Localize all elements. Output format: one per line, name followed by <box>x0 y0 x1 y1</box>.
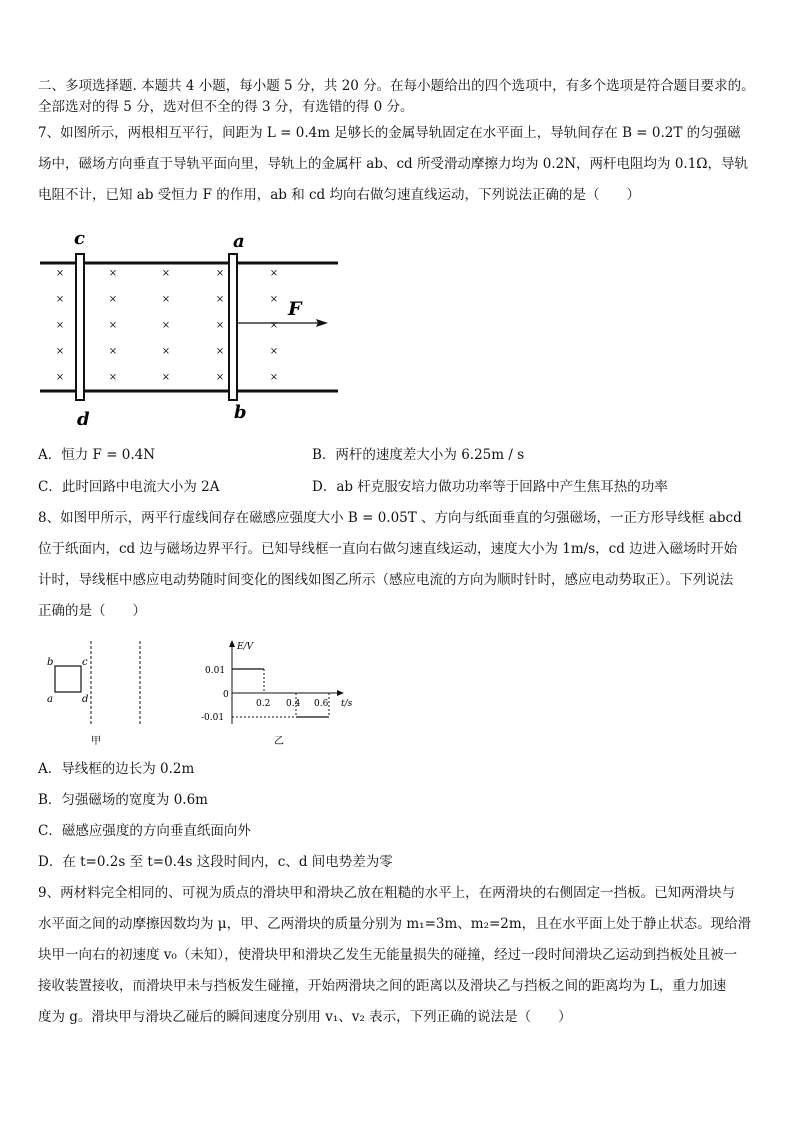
field-cross-mark: × <box>108 372 118 383</box>
q7-text-line1: 7、如图所示，两根相互平行，间距为 L = 0.4m 足够长的金属导轨固定在水平面上，导轨间存在 B = 0.2T 的匀强磁 <box>38 125 741 141</box>
yi-ypos-label: 0.01 <box>205 666 226 676</box>
field-cross-mark: × <box>108 346 118 357</box>
yi-t2: 0.4 <box>286 699 301 709</box>
field-cross-mark: × <box>55 372 65 383</box>
field-cross-mark: × <box>269 320 279 331</box>
q8-option-a[interactable]: A．导线框的边长为 0.2m <box>38 761 195 777</box>
field-cross-mark: × <box>161 372 171 383</box>
q7-option-a[interactable]: A．恒力 F = 0.4N <box>38 447 156 463</box>
section-heading-line2: 全部选对的得 5 分，选对但不全的得 3 分，有选错的得 0 分。 <box>38 99 414 115</box>
yi-t3: 0.6 <box>314 699 329 709</box>
q8-text-line1: 8、如图甲所示，两平行虚线间存在磁感应强度大小 B = 0.05T 、方向与纸面垂直的匀强磁场，一正方形导线框 abcd <box>38 510 742 526</box>
field-cross-mark: × <box>108 320 118 331</box>
field-cross-mark: × <box>215 320 225 331</box>
rod-ab <box>229 254 237 400</box>
field-cross-mark: × <box>55 320 65 331</box>
square-loop <box>55 666 81 692</box>
q8-text-line3: 计时，导线框中感应电动势随时间变化的图线如图乙所示（感应电流的方向为顺时针时，感应电动势取正）。下列说法 <box>38 572 734 588</box>
yi-origin: 0 <box>223 690 229 700</box>
q7-text-line3: 电阻不计，已知 ab 受恒力 F 的作用，ab 和 cd 均向右做匀速直线运动，下列说法正确的是（ ） <box>38 187 640 203</box>
q7-option-d[interactable]: D．ab 杆克服安培力做功功率等于回路中产生焦耳热的功率 <box>312 479 668 495</box>
label-d: d <box>77 409 90 430</box>
q9-text-line4: 接收装置接收，而滑块甲未与挡板发生碰撞，开始两滑块之间的距离以及滑块乙与挡板之间的距离均为 L，重力加速 <box>38 978 727 994</box>
rod-cd <box>76 254 84 400</box>
yi-t1: 0.2 <box>256 699 271 709</box>
magnetic-field-crosses <box>56 268 278 383</box>
field-cross-mark: × <box>161 294 171 305</box>
label-a: a <box>233 231 245 252</box>
field-cross-mark: × <box>108 294 118 305</box>
jia-label-d: d <box>82 694 89 705</box>
q9-text-line3: 块甲一向右的初速度 v₀（未知），使滑块甲和滑块乙发生无能量损失的碰撞，经过一段时间滑块乙运动到挡板处且被一 <box>38 947 738 963</box>
q8-text-line2: 位于纸面内，cd 边与磁场边界平行。已知导线框一直向右做匀速直线运动，速度大小为 1m/s，cd 边进入磁场时开始 <box>38 541 738 557</box>
q9-text-line1: 9、两材料完全相同的、可视为质点的滑块甲和滑块乙放在粗糙的水平上，在两滑块的右侧固定一挡板。已知两滑块与 <box>38 885 736 901</box>
yi-yneg-label: -0.01 <box>201 713 225 723</box>
field-cross-mark: × <box>108 268 118 279</box>
label-F: F <box>288 298 302 320</box>
yi-ylabel: E/V <box>237 642 254 652</box>
jia-caption: 甲 <box>91 736 101 747</box>
q8-figure-jia <box>40 636 160 748</box>
field-cross-mark: × <box>161 320 171 331</box>
yi-caption: 乙 <box>274 736 284 747</box>
q8-option-d[interactable]: D．在 t=0.2s 至 t=0.4s 这段时间内，c、d 间电势差为零 <box>38 854 393 870</box>
field-cross-mark: × <box>269 294 279 305</box>
q8-option-b[interactable]: B．匀强磁场的宽度为 0.6m <box>38 792 208 808</box>
field-cross-mark: × <box>215 294 225 305</box>
field-cross-mark: × <box>161 268 171 279</box>
field-cross-mark: × <box>269 372 279 383</box>
field-cross-mark: × <box>215 268 225 279</box>
q8-figure-yi <box>195 636 375 748</box>
field-cross-mark: × <box>269 346 279 357</box>
q8-option-c[interactable]: C．磁感应强度的方向垂直纸面向外 <box>38 823 251 839</box>
q7-text-line2: 场中，磁场方向垂直于导轨平面向里，导轨上的金属杆 ab、cd 所受滑动摩擦力均为 0.2N，两杆电阻均为 0.1Ω，导轨 <box>38 156 749 172</box>
jia-label-c: c <box>82 657 88 668</box>
q7-option-c[interactable]: C．此时回路中电流大小为 2A <box>38 479 220 495</box>
q9-text-line2: 水平面之间的动摩擦因数均为 μ，甲、乙两滑块的质量分别为 m₁=3m、m₂=2m，且在水平面上处于静止状态。现给滑 <box>38 916 752 932</box>
q7-option-b[interactable]: B．两杆的速度差大小为 6.25m / s <box>312 447 525 463</box>
label-b: b <box>234 402 247 423</box>
field-cross-mark: × <box>55 346 65 357</box>
label-c: c <box>74 228 85 249</box>
field-cross-mark: × <box>215 372 225 383</box>
q7-rails-figure <box>30 225 350 430</box>
yi-xlabel: t/s <box>341 699 353 709</box>
field-cross-mark: × <box>55 268 65 279</box>
q8-text-line4: 正确的是（ ） <box>38 603 146 619</box>
field-cross-mark: × <box>55 294 65 305</box>
field-cross-mark: × <box>161 346 171 357</box>
section-heading-line1: 二、多项选择题. 本题共 4 小题，每小题 5 分，共 20 分。在每小题给出的四个选项中，有多个选项是符合题目要求的。 <box>38 78 755 94</box>
field-cross-mark: × <box>269 268 279 279</box>
jia-label-a: a <box>47 694 53 705</box>
q9-text-line5: 度为 g。滑块甲与滑块乙碰后的瞬间速度分别用 v₁、v₂ 表示，下列正确的说法是（ ） <box>38 1009 572 1025</box>
field-cross-mark: × <box>215 346 225 357</box>
jia-label-b: b <box>47 657 54 668</box>
